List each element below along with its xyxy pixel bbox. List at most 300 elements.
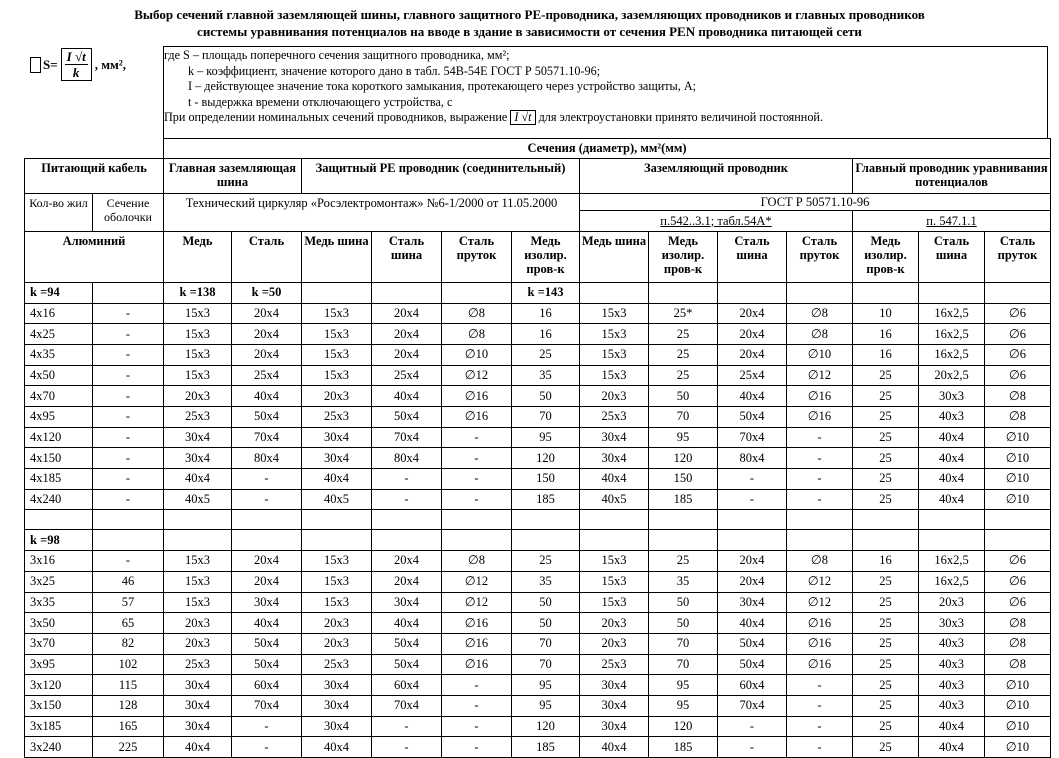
- column-header: Сталь: [232, 231, 302, 282]
- table-cell: 25: [649, 324, 718, 345]
- formula: [30, 48, 126, 81]
- table-cell: -: [93, 324, 164, 345]
- table-cell: 70х4: [718, 695, 787, 716]
- k-row: [25, 530, 1051, 551]
- table-cell: 25: [853, 469, 919, 490]
- note-post: для электроустановки принято величиной постоянной.: [538, 110, 823, 125]
- table-cell: -: [442, 427, 512, 448]
- table-cell: 50: [649, 592, 718, 613]
- header-gost: ГОСТ Р 50571.10-96: [580, 194, 1051, 211]
- table-cell: 16х2,5: [919, 571, 985, 592]
- table-cell: -: [787, 716, 853, 737]
- table-cell: 95: [512, 675, 580, 696]
- table-cell: 50х4: [232, 407, 302, 428]
- table-cell: 60х4: [232, 675, 302, 696]
- table-cell: 16х2,5: [919, 344, 985, 365]
- table-cell: 25: [853, 407, 919, 428]
- table-cell: 4х240: [25, 489, 93, 510]
- table-row: [25, 365, 1051, 386]
- table-cell: 16: [853, 551, 919, 572]
- table-cell: 40х4: [302, 469, 372, 490]
- table-cell: 25: [853, 613, 919, 634]
- header-circular: Технический циркуляр «Росэлектромонтаж» №6-1/2000 от 11.05.2000: [164, 194, 580, 232]
- table-cell: ∅8: [985, 386, 1051, 407]
- table-cell: 30х4: [580, 675, 649, 696]
- table-cell: -: [372, 716, 442, 737]
- table-cell: 30х4: [372, 592, 442, 613]
- table-cell: 20х4: [232, 344, 302, 365]
- table-row: [25, 551, 1051, 572]
- table-cell: 25: [853, 633, 919, 654]
- table-cell: 40х4: [164, 737, 232, 758]
- table-cell: 40х5: [302, 489, 372, 510]
- table-cell: 16: [512, 324, 580, 345]
- table-cell: 15х3: [302, 571, 372, 592]
- table-cell: ∅6: [985, 571, 1051, 592]
- table-cell: 4х35: [25, 344, 93, 365]
- table-cell: -: [442, 695, 512, 716]
- table-cell: 25х4: [718, 365, 787, 386]
- table-cell: 40х5: [164, 489, 232, 510]
- table-cell: 40х4: [718, 386, 787, 407]
- table-cell: 30х4: [302, 448, 372, 469]
- k-label-143: k =143: [512, 282, 580, 303]
- table-cell: ∅16: [442, 407, 512, 428]
- table-cell: -: [442, 448, 512, 469]
- table-cell: 4х16: [25, 303, 93, 324]
- table-row: [25, 737, 1051, 758]
- table-cell: 95: [649, 695, 718, 716]
- table-cell: 3х150: [25, 695, 93, 716]
- table-cell: ∅16: [442, 654, 512, 675]
- column-header: Медь шина: [580, 231, 649, 282]
- table-cell: 40х4: [919, 489, 985, 510]
- table-cell: 40х4: [580, 469, 649, 490]
- table-cell: 15х3: [164, 324, 232, 345]
- table-cell: 30х4: [580, 427, 649, 448]
- table-cell: 40х4: [718, 613, 787, 634]
- table-cell: 20х4: [718, 324, 787, 345]
- k-label-94: k =94: [25, 282, 93, 303]
- table-cell: 120: [649, 716, 718, 737]
- table-cell: 3х25: [25, 571, 93, 592]
- table-cell: 20х4: [372, 344, 442, 365]
- table-cell: ∅12: [787, 592, 853, 613]
- table-cell: 3х16: [25, 551, 93, 572]
- table-cell: 25: [853, 489, 919, 510]
- table-cell: 30х4: [580, 695, 649, 716]
- table-cell: 3х50: [25, 613, 93, 634]
- table-cell: ∅6: [985, 592, 1051, 613]
- table-row: [25, 592, 1051, 613]
- formula-unit: , мм²,: [94, 56, 127, 72]
- k-label-50: k =50: [232, 282, 302, 303]
- table-cell: 30х4: [580, 716, 649, 737]
- table-cell: 40х4: [919, 448, 985, 469]
- table-cell: 70х4: [372, 695, 442, 716]
- header-sheath: Сечение оболочки: [93, 194, 164, 232]
- table-cell: -: [718, 716, 787, 737]
- table-cell: 3х120: [25, 675, 93, 696]
- table-cell: 20х4: [372, 571, 442, 592]
- table-cell: ∅6: [985, 303, 1051, 324]
- table-row: [25, 633, 1051, 654]
- table-cell: 95: [649, 427, 718, 448]
- header-count: Кол-во жил: [25, 194, 93, 232]
- table-cell: 40х4: [164, 469, 232, 490]
- definition-k: k – коэффициент, значение которого дано в табл. 54В-54Е ГОСТ Р 50571.10-96;: [188, 63, 601, 78]
- table-cell: 70х4: [372, 427, 442, 448]
- table-row: [25, 613, 1051, 634]
- header-equip: Главный проводник уравнивания потенциалов: [853, 159, 1051, 194]
- table-cell: 70х4: [232, 695, 302, 716]
- table-cell: ∅16: [442, 613, 512, 634]
- column-header: Медь изолир. пров-к: [853, 231, 919, 282]
- table-cell: 25х3: [580, 654, 649, 675]
- table-cell: ∅6: [985, 365, 1051, 386]
- table-cell: 4х150: [25, 448, 93, 469]
- table-cell: ∅10: [985, 469, 1051, 490]
- table-cell: 30х4: [580, 448, 649, 469]
- table-cell: 95: [649, 675, 718, 696]
- table-cell: 50х4: [718, 407, 787, 428]
- table-row: [25, 386, 1051, 407]
- table-cell: ∅8: [442, 551, 512, 572]
- header-sections: Сечения (диаметр), мм²(мм): [164, 139, 1051, 159]
- table-cell: 95: [512, 695, 580, 716]
- table-cell: 4х185: [25, 469, 93, 490]
- table-cell: 15х3: [580, 592, 649, 613]
- table-cell: 20х3: [302, 633, 372, 654]
- table-cell: 15х3: [580, 344, 649, 365]
- table-cell: 25: [853, 592, 919, 613]
- header-ref1: п.542..3.1; табл.54А*: [580, 211, 853, 232]
- table-cell: 50х4: [372, 407, 442, 428]
- table-cell: 128: [93, 695, 164, 716]
- table-cell: 70: [512, 654, 580, 675]
- column-header: Медь изолир. пров-к: [512, 231, 580, 282]
- sections-table: [24, 138, 1051, 758]
- table-cell: 20х2,5: [919, 365, 985, 386]
- table-cell: -: [787, 427, 853, 448]
- table-cell: 30х4: [164, 427, 232, 448]
- table-cell: 15х3: [302, 365, 372, 386]
- formula-fraction: [61, 48, 92, 81]
- table-cell: ∅16: [787, 613, 853, 634]
- table-cell: 15х3: [164, 551, 232, 572]
- table-row: [25, 407, 1051, 428]
- table-cell: 225: [93, 737, 164, 758]
- table-cell: ∅12: [787, 571, 853, 592]
- table-cell: 25х3: [164, 407, 232, 428]
- table-cell: 40х3: [919, 407, 985, 428]
- table-cell: -: [93, 303, 164, 324]
- table-cell: 65: [93, 613, 164, 634]
- table-cell: 50: [649, 386, 718, 407]
- table-cell: 185: [649, 737, 718, 758]
- column-header: Сталь пруток: [985, 231, 1051, 282]
- table-cell: 3х35: [25, 592, 93, 613]
- table-cell: 70: [649, 407, 718, 428]
- table-cell: -: [93, 365, 164, 386]
- table-cell: 30х4: [164, 695, 232, 716]
- header-pe: Защитный РЕ проводник (соединительный): [302, 159, 580, 194]
- table-cell: -: [372, 489, 442, 510]
- table-cell: 50х4: [232, 654, 302, 675]
- separator-row: [25, 510, 1051, 530]
- table-cell: 40х4: [232, 386, 302, 407]
- table-row: [25, 675, 1051, 696]
- table-cell: 30х4: [164, 675, 232, 696]
- table-cell: -: [442, 489, 512, 510]
- table-cell: -: [232, 737, 302, 758]
- table-cell: 46: [93, 571, 164, 592]
- table-cell: ∅10: [985, 427, 1051, 448]
- table-cell: 50х4: [718, 633, 787, 654]
- table-cell: ∅6: [985, 551, 1051, 572]
- table-cell: 40х4: [919, 737, 985, 758]
- header-ref2: п. 547.1.1: [853, 211, 1051, 232]
- table-cell: ∅10: [985, 675, 1051, 696]
- table-cell: 15х3: [302, 592, 372, 613]
- table-cell: -: [718, 737, 787, 758]
- table-cell: 20х3: [919, 592, 985, 613]
- table-cell: 50х4: [718, 654, 787, 675]
- table-cell: 3х70: [25, 633, 93, 654]
- table-cell: 25х3: [302, 407, 372, 428]
- table-cell: -: [93, 427, 164, 448]
- table-cell: ∅12: [442, 365, 512, 386]
- table-cell: 4х95: [25, 407, 93, 428]
- table-cell: 50: [649, 613, 718, 634]
- header-main-bus: Главная заземляющая шина: [164, 159, 302, 194]
- table-cell: 4х120: [25, 427, 93, 448]
- table-cell: ∅16: [787, 386, 853, 407]
- table-cell: 4х50: [25, 365, 93, 386]
- table-cell: -: [93, 469, 164, 490]
- table-cell: 20х3: [580, 613, 649, 634]
- table-cell: 50х4: [232, 633, 302, 654]
- title-line-1: Выбор сечений главной заземляющей шины, главного защитного РЕ-проводника, заземляющих проводников и главных проводников: [134, 7, 925, 22]
- table-cell: -: [442, 469, 512, 490]
- table-cell: 20х4: [232, 551, 302, 572]
- table-cell: ∅12: [787, 365, 853, 386]
- table-cell: ∅8: [787, 551, 853, 572]
- table-cell: 20х4: [232, 303, 302, 324]
- table-cell: 40х3: [919, 675, 985, 696]
- table-cell: -: [787, 448, 853, 469]
- table-cell: 15х3: [580, 303, 649, 324]
- table-cell: 30х4: [302, 675, 372, 696]
- table-cell: 20х3: [580, 386, 649, 407]
- table-cell: 15х3: [164, 592, 232, 613]
- table-cell: ∅10: [985, 489, 1051, 510]
- table-cell: 185: [512, 737, 580, 758]
- table-cell: -: [787, 675, 853, 696]
- table-cell: 16х2,5: [919, 303, 985, 324]
- table-cell: -: [232, 489, 302, 510]
- table-cell: 20х4: [718, 571, 787, 592]
- table-cell: 150: [649, 469, 718, 490]
- table-cell: 20х4: [372, 551, 442, 572]
- table-cell: 115: [93, 675, 164, 696]
- table-cell: 30х4: [302, 716, 372, 737]
- table-cell: 40х4: [232, 613, 302, 634]
- table-cell: -: [787, 695, 853, 716]
- table-cell: 30х3: [919, 386, 985, 407]
- formula-numerator: I √t: [66, 49, 86, 64]
- table-cell: 16: [853, 344, 919, 365]
- table-cell: ∅16: [442, 633, 512, 654]
- table-cell: -: [372, 469, 442, 490]
- table-cell: -: [232, 469, 302, 490]
- table-cell: 4х25: [25, 324, 93, 345]
- table-cell: 40х4: [302, 737, 372, 758]
- table-cell: 25: [853, 365, 919, 386]
- table-cell: 25х4: [372, 365, 442, 386]
- table-cell: 120: [649, 448, 718, 469]
- table-cell: -: [442, 737, 512, 758]
- column-header: Сталь шина: [718, 231, 787, 282]
- table-cell: 70х4: [718, 427, 787, 448]
- table-cell: 25: [512, 551, 580, 572]
- table-cell: 3х185: [25, 716, 93, 737]
- table-cell: 25: [853, 571, 919, 592]
- definition-s: где S – площадь поперечного сечения защитного проводника, мм²;: [164, 48, 510, 62]
- formula-lhs: S=: [43, 56, 58, 72]
- table-cell: 15х3: [580, 571, 649, 592]
- table-cell: 35: [649, 571, 718, 592]
- table-cell: 25: [649, 344, 718, 365]
- table-cell: 30х4: [232, 592, 302, 613]
- table-cell: 30х4: [718, 592, 787, 613]
- k-label-98: k =98: [25, 530, 93, 551]
- table-cell: -: [718, 469, 787, 490]
- note-expression: I √t: [510, 110, 535, 125]
- table-cell: 25х3: [164, 654, 232, 675]
- table-cell: ∅8: [985, 633, 1051, 654]
- table-cell: 30х4: [302, 695, 372, 716]
- table-cell: 4х70: [25, 386, 93, 407]
- table-cell: 25х3: [302, 654, 372, 675]
- table-cell: 185: [512, 489, 580, 510]
- table-cell: 50х4: [372, 654, 442, 675]
- column-header: Медь: [164, 231, 232, 282]
- table-cell: 25: [853, 386, 919, 407]
- table-row: [25, 344, 1051, 365]
- table-cell: ∅8: [985, 613, 1051, 634]
- table-cell: 40х4: [372, 613, 442, 634]
- table-cell: 80х4: [718, 448, 787, 469]
- table-cell: -: [93, 448, 164, 469]
- table-cell: 20х3: [164, 633, 232, 654]
- table-cell: 25*: [649, 303, 718, 324]
- table-cell: 40х4: [919, 427, 985, 448]
- table-cell: 20х4: [718, 551, 787, 572]
- table-cell: 50: [512, 386, 580, 407]
- table-cell: 20х3: [164, 386, 232, 407]
- table-cell: 3х95: [25, 654, 93, 675]
- table-cell: 20х4: [232, 324, 302, 345]
- table-cell: 70: [649, 633, 718, 654]
- table-cell: -: [93, 344, 164, 365]
- table-cell: 82: [93, 633, 164, 654]
- table-row: [25, 448, 1051, 469]
- title-line-2: системы уравнивания потенциалов на вводе в здание в зависимости от сечения PEN проводника питающей сети: [197, 24, 862, 39]
- table-cell: 15х3: [302, 324, 372, 345]
- table-cell: ∅10: [442, 344, 512, 365]
- table-cell: 80х4: [372, 448, 442, 469]
- definition-note: [164, 110, 1047, 126]
- table-cell: 120: [512, 716, 580, 737]
- table-cell: ∅12: [442, 592, 512, 613]
- table-cell: 15х3: [302, 551, 372, 572]
- table-cell: 30х3: [919, 613, 985, 634]
- table-cell: 70: [512, 407, 580, 428]
- table-cell: 80х4: [232, 448, 302, 469]
- column-header: Сталь пруток: [787, 231, 853, 282]
- table-cell: ∅10: [985, 695, 1051, 716]
- table-cell: 25: [853, 695, 919, 716]
- table-cell: -: [93, 489, 164, 510]
- table-cell: 25: [853, 675, 919, 696]
- table-cell: 16х2,5: [919, 551, 985, 572]
- table-cell: 50: [512, 592, 580, 613]
- table-cell: 185: [649, 489, 718, 510]
- table-cell: 40х4: [919, 469, 985, 490]
- table-cell: 20х4: [718, 344, 787, 365]
- table-cell: -: [232, 716, 302, 737]
- table-cell: 15х3: [164, 365, 232, 386]
- table-cell: 40х4: [580, 737, 649, 758]
- table-cell: ∅16: [787, 633, 853, 654]
- table-cell: ∅6: [985, 344, 1051, 365]
- table-cell: 30х4: [302, 427, 372, 448]
- column-header: Сталь пруток: [442, 231, 512, 282]
- table-cell: -: [372, 737, 442, 758]
- table-cell: 25: [853, 427, 919, 448]
- definition-i: I – действующее значение тока короткого замыкания, протекающего через устройство защиты, А;: [188, 79, 697, 94]
- note-pre: При определении номинальных сечений проводников, выражение: [164, 110, 508, 125]
- table-cell: 50: [512, 613, 580, 634]
- table-row: [25, 716, 1051, 737]
- table-cell: 40х5: [580, 489, 649, 510]
- table-cell: 3х240: [25, 737, 93, 758]
- header-feed-cable: Питающий кабель: [25, 159, 164, 194]
- table-cell: -: [787, 489, 853, 510]
- table-row: [25, 303, 1051, 324]
- column-header: Сталь шина: [372, 231, 442, 282]
- table-cell: 150: [512, 469, 580, 490]
- table-cell: 20х4: [232, 571, 302, 592]
- table-cell: 102: [93, 654, 164, 675]
- table-cell: 15х3: [302, 344, 372, 365]
- table-cell: 15х3: [580, 365, 649, 386]
- table-cell: 16: [853, 324, 919, 345]
- table-cell: ∅16: [787, 654, 853, 675]
- table-cell: ∅12: [442, 571, 512, 592]
- table-cell: 25: [853, 448, 919, 469]
- table-cell: 15х3: [580, 551, 649, 572]
- table-cell: 50х4: [372, 633, 442, 654]
- table-cell: 20х4: [372, 303, 442, 324]
- table-cell: 60х4: [372, 675, 442, 696]
- table-cell: 25: [853, 737, 919, 758]
- table-cell: ∅10: [985, 448, 1051, 469]
- table-cell: 25: [649, 365, 718, 386]
- table-cell: 25х4: [232, 365, 302, 386]
- table-cell: -: [93, 407, 164, 428]
